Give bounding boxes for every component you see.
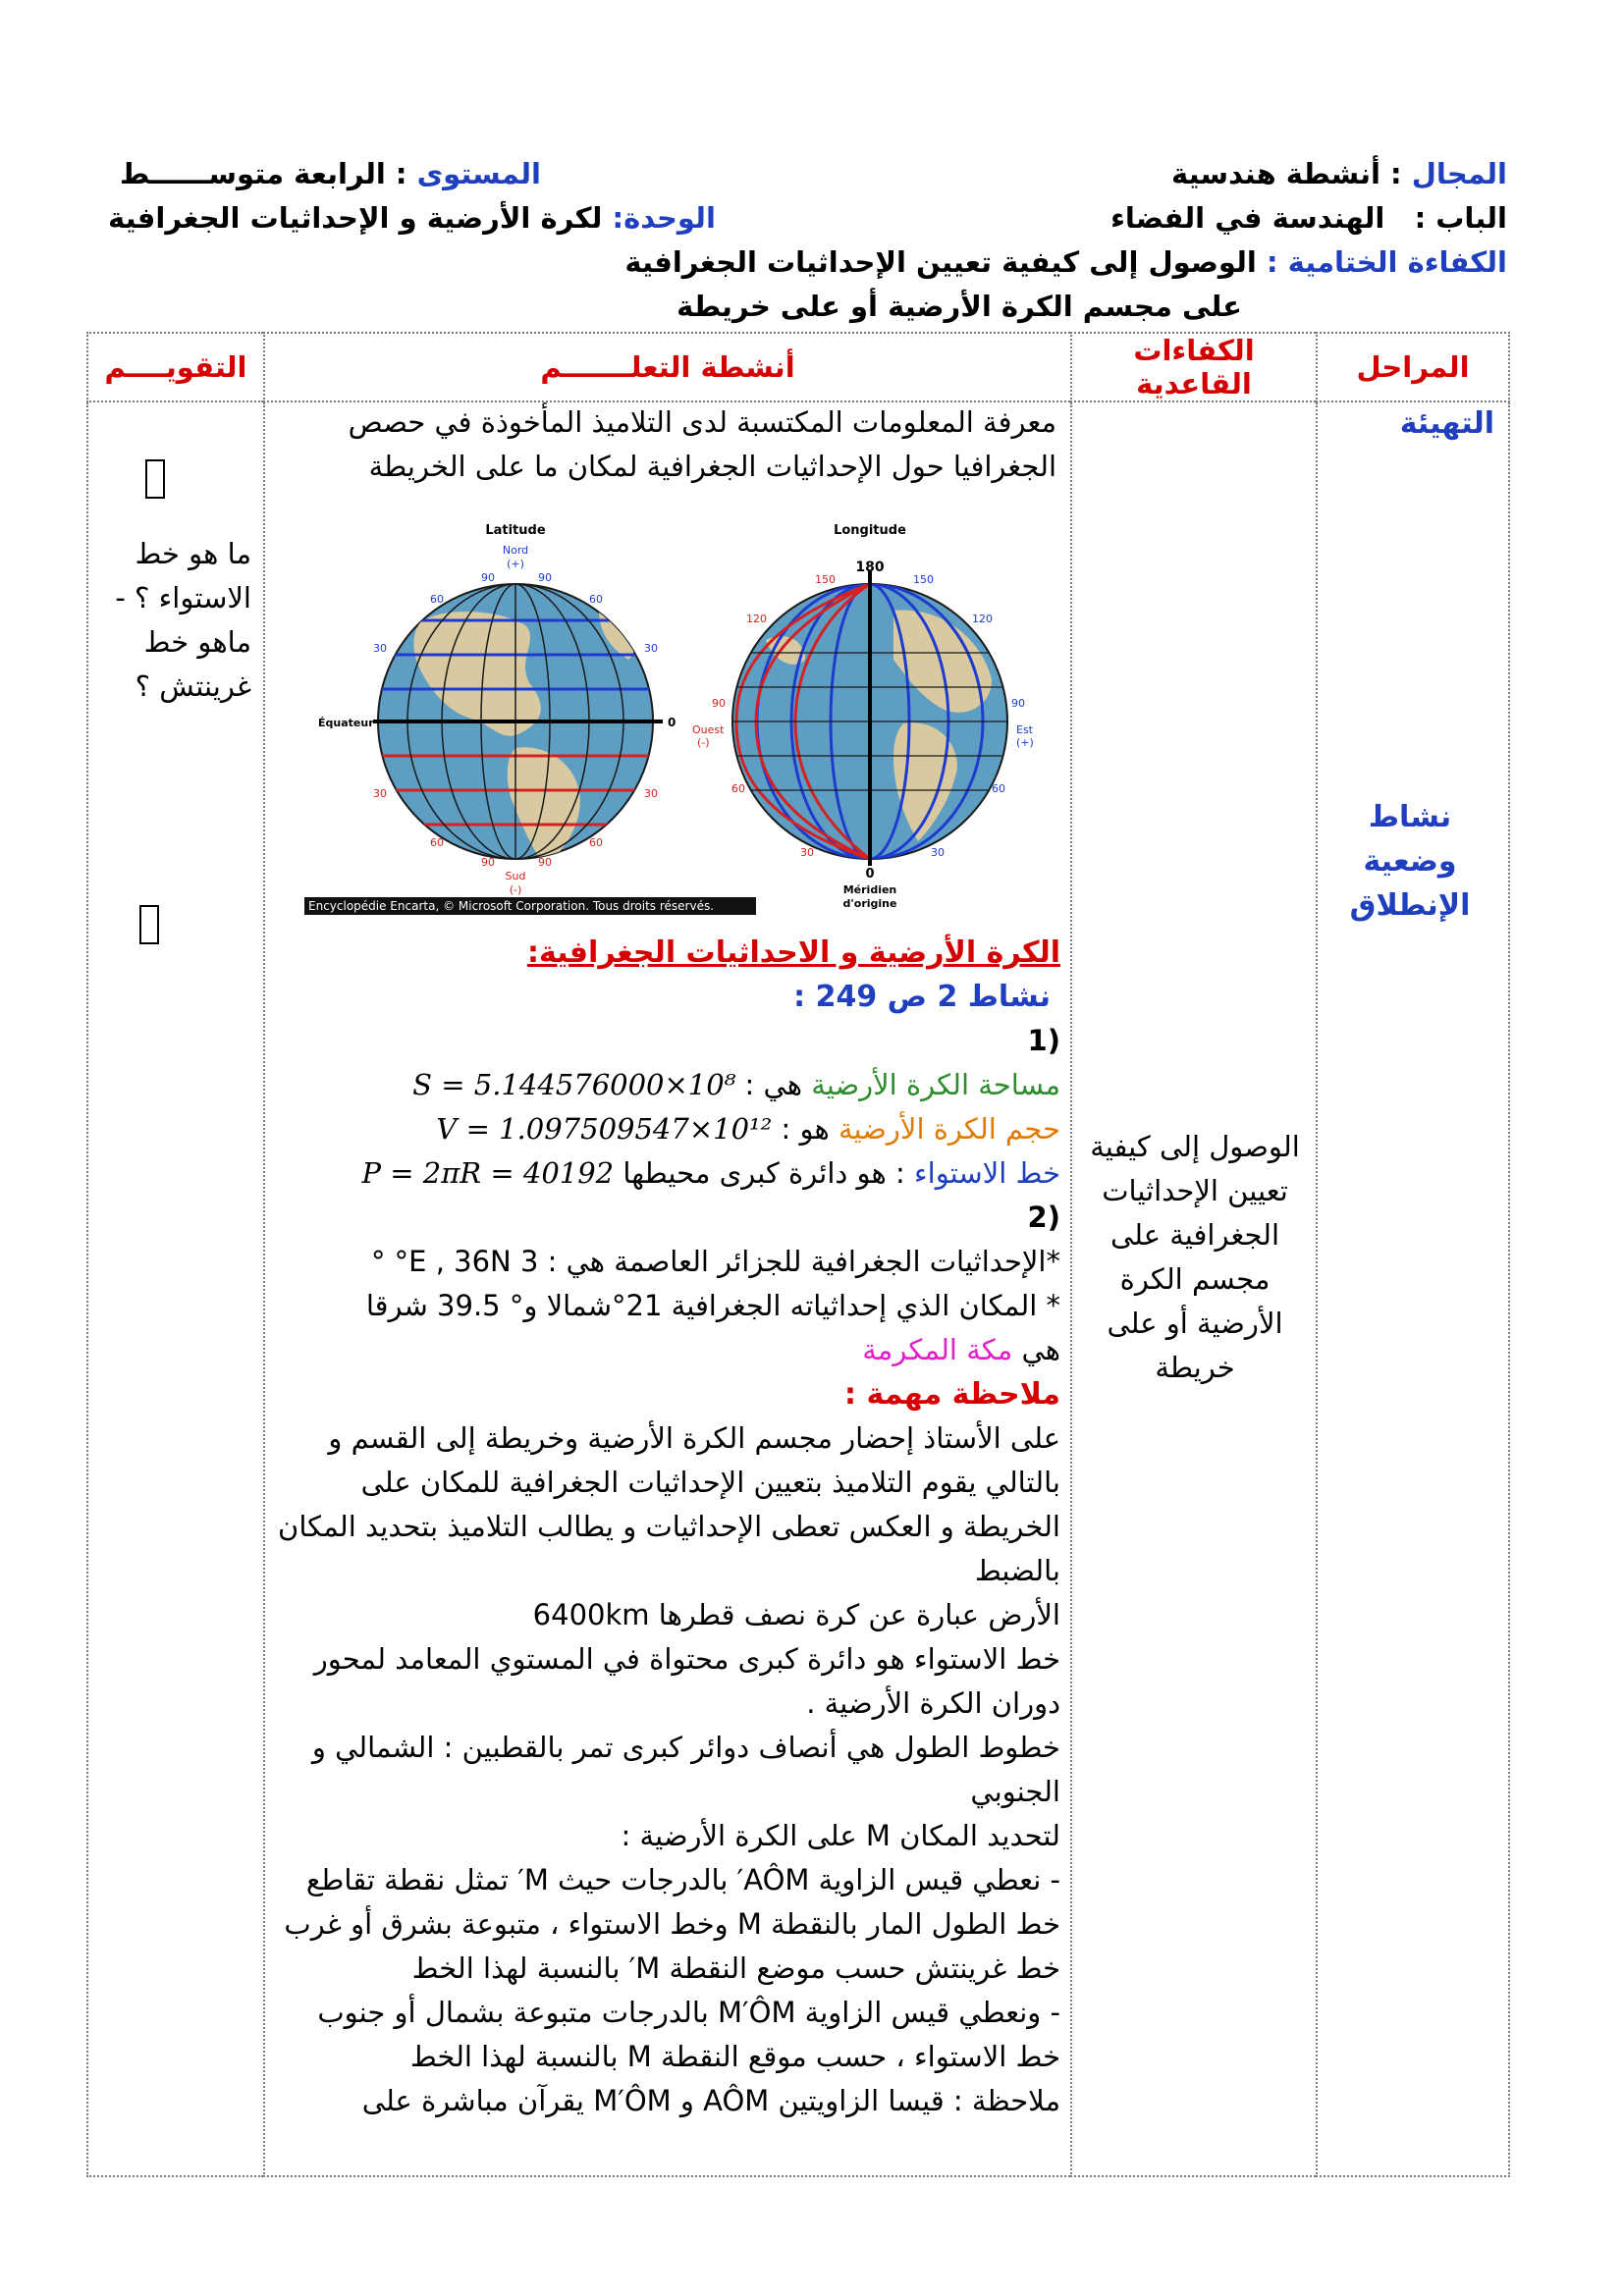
tick-left-30d: 30 <box>644 787 658 800</box>
chapter-line <box>1110 201 1507 235</box>
level-value: : الرابعة متوســــــط <box>120 157 407 190</box>
tick-right-150b: 150 <box>913 573 934 586</box>
volume-line: حجم الكرة الأرضية هو : V = 1.097509547×10¹² <box>436 1112 1060 1146</box>
tick-left-60b: 60 <box>589 593 603 606</box>
tick-left-60c: 60 <box>430 836 444 849</box>
est-plus: (+) <box>1016 736 1034 749</box>
tick-left-30b: 30 <box>644 642 658 655</box>
tick-left-30c: 30 <box>373 787 387 800</box>
tick-right-150a: 150 <box>815 573 836 586</box>
domain-line <box>1171 157 1507 190</box>
tick-left-90d: 90 <box>538 856 552 869</box>
stage-warmup: التهيئة <box>1399 406 1494 441</box>
equateur-label: Équateur <box>318 717 374 729</box>
unit-line <box>108 201 716 235</box>
tick-right-0: 0 <box>865 867 875 881</box>
longitude-title: Longitude <box>834 523 906 538</box>
activity-title: الكرة الأرضية و الاحداثيات الجغرافية: <box>526 935 1060 970</box>
tick-left-90c: 90 <box>481 856 495 869</box>
chapter-value: الهندسة في الفضاء <box>1110 201 1385 235</box>
stage-launch: نشاط وضعية الإنطلاق <box>1349 800 1471 923</box>
meridians-definition: خطوط الطول هي أنصاف دوائر كبرى تمر بالقطبين : الشمالي و الجنوبي <box>311 1731 1060 1808</box>
sud-minus: (-) <box>509 883 522 896</box>
tick-left-90a: 90 <box>481 571 495 584</box>
checkbox-2[interactable] <box>139 905 159 957</box>
unit-label: الوحدة: <box>612 201 716 235</box>
earth-radius: الأرض عبارة عن كرة نصف قطرها 6400km <box>532 1598 1060 1631</box>
activities-cell <box>264 401 1071 2176</box>
tick-left-60d: 60 <box>589 836 603 849</box>
tick-left-0: 0 <box>668 716 676 729</box>
col-stages: المراحل <box>1317 333 1509 401</box>
final-competency-label: الكفاءة الختامية : <box>1266 245 1507 279</box>
latitude-title: Latitude <box>485 523 546 538</box>
final-competency-value: الوصول إلى كيفية تعيين الإحداثيات الجغرافية <box>624 245 1257 279</box>
warmup-text: معرفة المعلومات المكتسبة لدى التلاميذ المأخوذة في حصص الجغرافيا حول الإحداثيات الجغرافية لمكان ما على الخريطة <box>348 405 1056 483</box>
col-evaluation: التقويــــم <box>87 333 264 401</box>
part-1: (1 <box>1027 1024 1060 1057</box>
tick-right-90b: 90 <box>1011 697 1025 710</box>
final-competency-line <box>624 245 1507 279</box>
globes-svg <box>304 512 1060 915</box>
ouest-minus: (-) <box>697 736 710 749</box>
tick-left-90b: 90 <box>538 571 552 584</box>
step-1: - نعطي قيس الزاوية AÔM′ بالدرجات حيث M′ تمثل نقطة تقاطع خط الطول المار بالنقطة M وخط الاستواء ، متبوعة بشرق أو غرب خط غرينتش حسب موضع النقطة M′ بالنسبة لهذا الخط <box>284 1863 1060 1985</box>
col-competencies: الكفاءات القاعدية <box>1071 333 1317 401</box>
warmup-questions: ما هو خط الاستواء ؟ - ماهو خط غرينتش ؟ <box>115 537 251 703</box>
mecca-answer: هي مكة المكرمة <box>862 1333 1060 1366</box>
chapter-label: الباب : <box>1414 201 1507 235</box>
tick-right-120a: 120 <box>746 613 767 625</box>
globes-figure <box>304 512 1060 915</box>
sud-label: Sud <box>505 870 526 882</box>
note-title: ملاحظة مهمة : <box>844 1377 1060 1412</box>
equator-line: خط الاستواء : هو دائرة كبرى محيطها P = 2πR = 40192 <box>361 1156 1060 1190</box>
area-line: مساحة الكرة الأرضية هي : S = 5.144576000×10⁸ <box>412 1068 1060 1101</box>
meridien-label: Méridien <box>842 883 897 896</box>
ouest-label: Ouest <box>692 723 725 736</box>
activity-ref: نشاط 2 ص 249 : <box>793 980 1051 1014</box>
tick-left-30a: 30 <box>373 642 387 655</box>
domain-label: المجال <box>1411 157 1507 190</box>
est-label: Est <box>1016 723 1033 736</box>
final-competency-line-2: على مجسم الكرة الأرضية أو على خريطة <box>676 290 1242 323</box>
level-line <box>120 157 541 190</box>
tick-right-60b: 60 <box>992 782 1005 795</box>
remark: ملاحظة : قيسا الزاويتين AÔM و M′ÔM يقرآن مباشرة على <box>361 2084 1060 2117</box>
origine-label: d'origine <box>842 897 897 910</box>
part-2: (2 <box>1027 1201 1060 1234</box>
note-text: على الأستاذ إحضار مجسم الكرة الأرضية وخريطة إلى القسم و بالتالي يقوم التلاميذ بتعيين الإحداثيات الجغرافية للمكان على الخريطة و العكس تعطى الإحداثيات و يطالب التلاميذ بتحديد المكان بالضبط <box>278 1421 1060 1587</box>
unit-value: لكرة الأرضية و الإحداثيات الجغرافية <box>108 201 603 235</box>
equator-definition: خط الاستواء هو دائرة كبرى محتواة في المستوي المعامد لمحور دوران الكرة الأرضية . <box>313 1642 1060 1720</box>
nord-plus: (+) <box>507 558 524 570</box>
algiers-line: *الإحداثيات الجغرافية للجزائر العاصمة هي : 3 E , 36N° ° <box>370 1245 1060 1278</box>
tick-right-180: 180 <box>855 560 885 575</box>
col-activities: أنشطة التعلـــــــم <box>264 333 1071 401</box>
competencies-cell <box>1071 401 1317 2176</box>
checkbox-1[interactable] <box>145 459 165 511</box>
table-header-row <box>87 333 1509 401</box>
table-body-row <box>87 401 1509 2176</box>
domain-value: : أنشطة هندسية <box>1171 157 1402 190</box>
tick-right-30b: 30 <box>931 846 945 859</box>
locate-title: لتحديد المكان M على الكرة الأرضية : <box>621 1819 1060 1852</box>
base-competency: الوصول إلى كيفية تعيين الإحداثيات الجغرافية على مجسم الكرة الأرضية أو على خريطة <box>1090 1130 1300 1384</box>
tick-right-60a: 60 <box>731 782 745 795</box>
tick-right-120b: 120 <box>972 613 993 625</box>
nord-label: Nord <box>502 544 529 557</box>
level-label: المستوى <box>416 157 541 190</box>
evaluation-cell <box>87 401 264 2176</box>
tick-right-90a: 90 <box>712 697 726 710</box>
tick-left-60a: 60 <box>430 593 444 606</box>
stages-cell <box>1317 401 1509 2176</box>
encarta-credit: Encyclopédie Encarta, © Microsoft Corporation. Tous droits réservés. <box>308 899 715 913</box>
mecca-line: * المكان الذي إحداثياته الجغرافية 21°شمالا و° 39.5 شرقا <box>365 1289 1060 1322</box>
lesson-table <box>86 332 1510 2177</box>
step-2: - ونعطي قيس الزاوية M′ÔM بالدرجات متبوعة بشمال أو جنوب خط الاستواء ، حسب موقع النقطة M بالنسبة لهذا الخط <box>317 1996 1060 2073</box>
tick-right-30a: 30 <box>800 846 814 859</box>
